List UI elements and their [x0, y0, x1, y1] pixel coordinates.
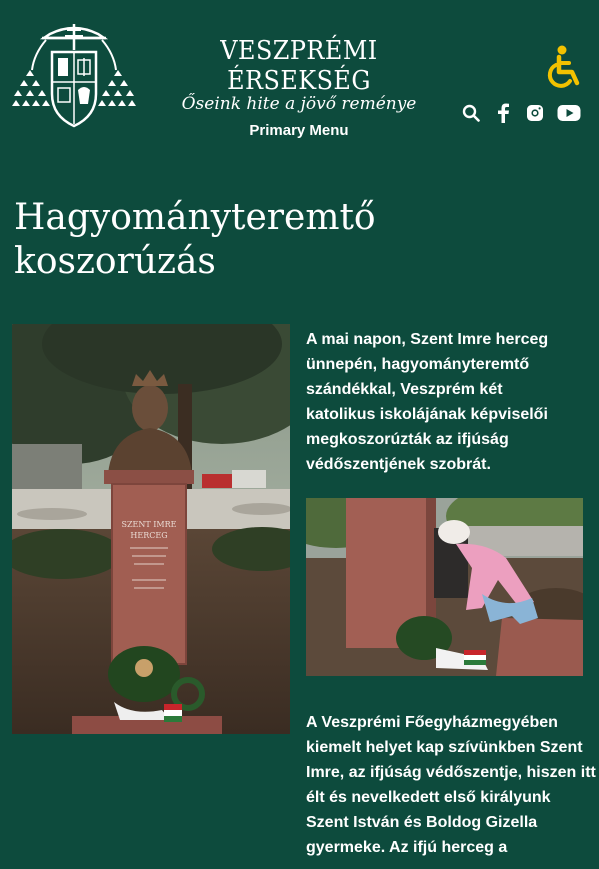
article-title-line-1: Hagyományteremtő	[14, 197, 376, 238]
site-title[interactable]: VESZPRÉMI ÉRSEKSÉG	[220, 36, 378, 96]
statue-photo[interactable]	[12, 324, 290, 734]
article-title-line-2: koszorúzás	[14, 241, 216, 282]
article-paragraph-1: A mai napon, Szent Imre herceg ünnepén, hagyományteremtő szándékkal, Veszprém két katolikus iskolájának képviselői megkoszorúzták az ifjúság védőszentjének szobrát.	[306, 331, 549, 473]
primary-menu-toggle[interactable]: Primary Menu	[249, 122, 349, 139]
site-header	[0, 0, 599, 140]
archdiocese-crest-icon[interactable]	[12, 24, 136, 128]
social-links	[460, 100, 582, 126]
search-icon[interactable]	[460, 102, 482, 124]
site-tagline: Őseink hite a jövő reménye	[181, 94, 417, 114]
wheelchair-accessibility-icon[interactable]	[546, 45, 582, 91]
article-paragraph-2: A Veszprémi Főegyházmegyében kiemelt helyet kap szívünkben Szent Imre, az ifjúság védőszentje, hiszen itt élt és nevelkedett első királyunk Szent István és Boldog Gizella gyermeke. Az ifjú herceg a	[306, 714, 596, 856]
wreath-laying-photo[interactable]	[306, 498, 583, 676]
facebook-icon[interactable]	[492, 102, 514, 124]
instagram-icon[interactable]	[524, 102, 546, 124]
statue-inscription-line-1: SZENT IMRE	[121, 520, 177, 529]
statue-inscription-line-2: HERCEG	[130, 531, 168, 540]
article-title	[14, 196, 574, 284]
youtube-icon[interactable]	[556, 102, 582, 124]
site-branding	[138, 36, 460, 139]
